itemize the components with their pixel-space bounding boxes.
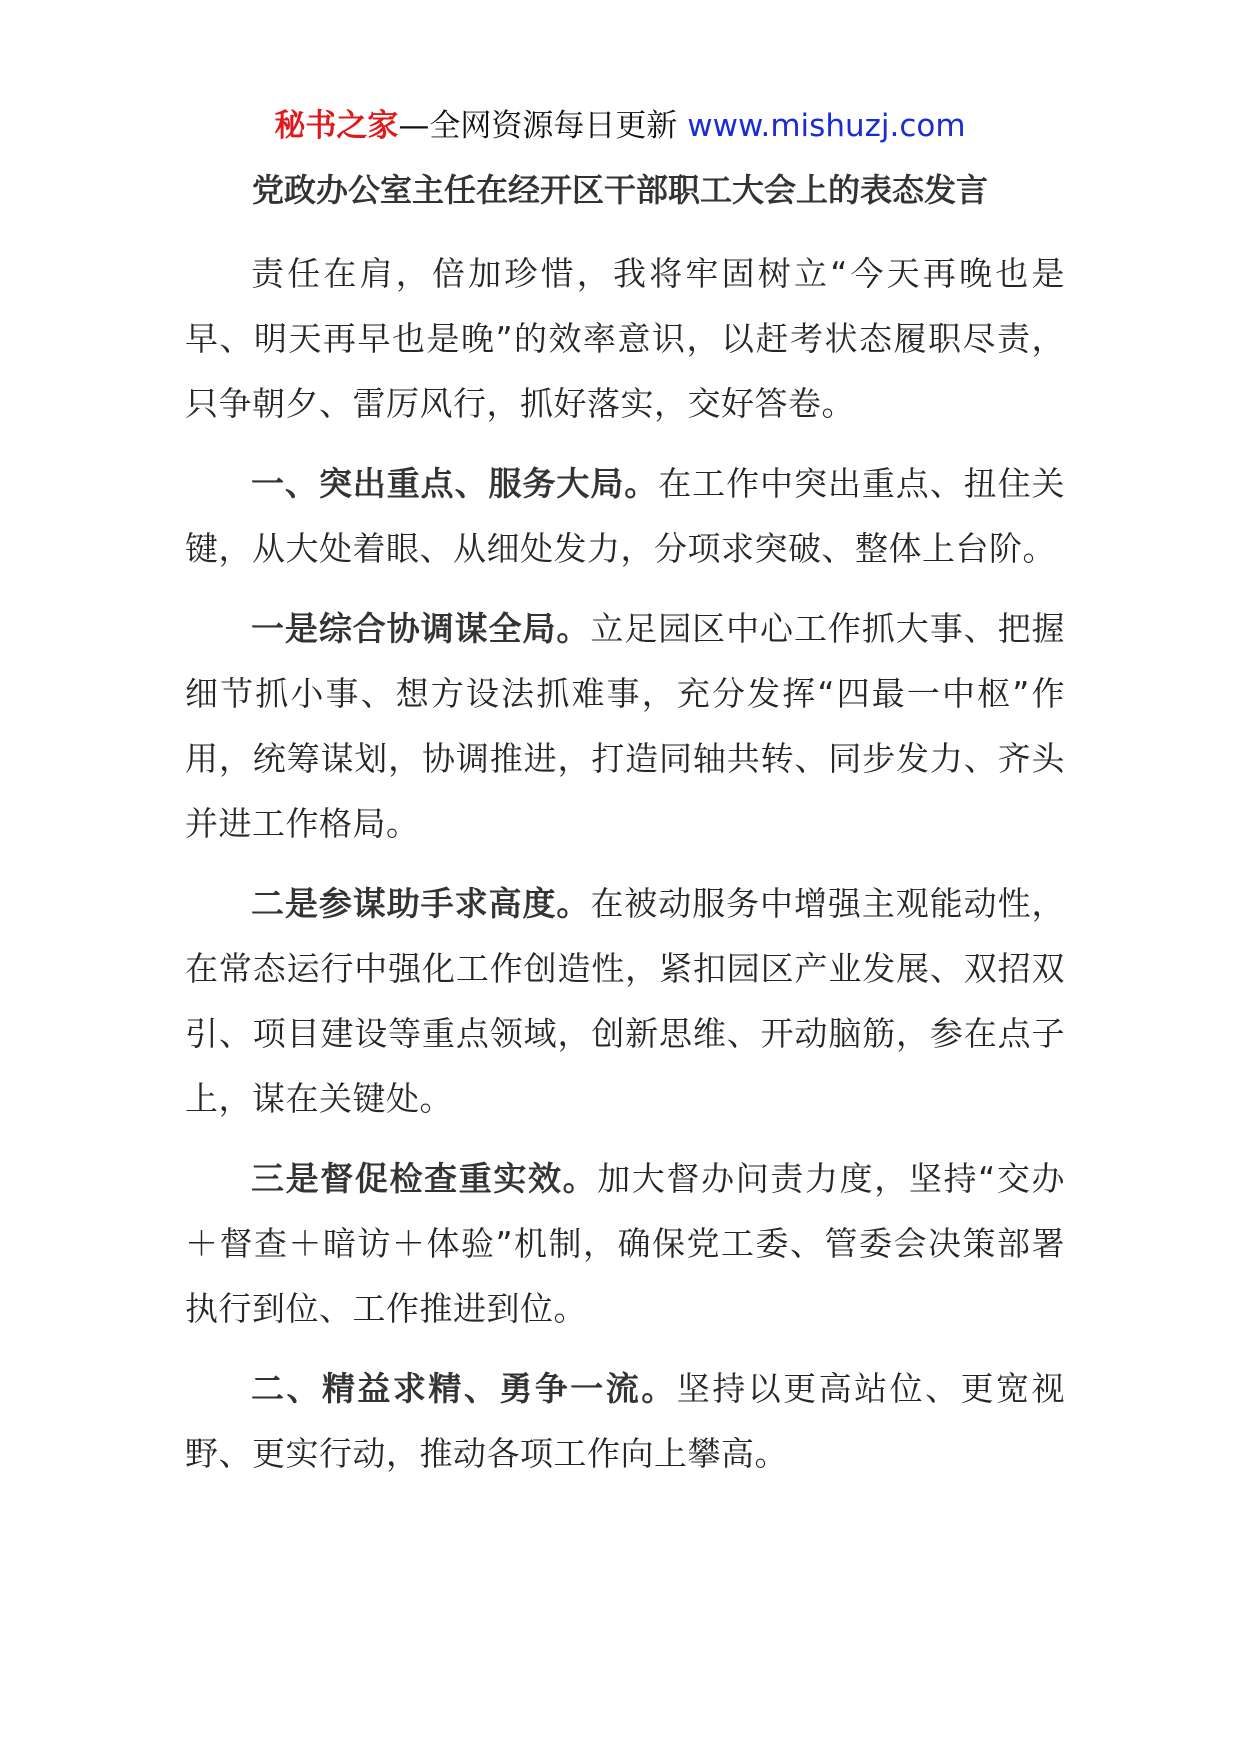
paragraph-lead: 一是综合协调谋全局。 xyxy=(251,609,591,648)
paragraph-text: 在被动服务中增强主观能动性，在常态运行中强化工作创造性，紧扣园区产业发展、双招双引、项目建设等重点领域，创新思维、开动脑筋，参在点子上，谋在关键处。 xyxy=(185,884,1066,1118)
paragraph xyxy=(185,241,1065,436)
paragraph-text: 责任在肩，倍加珍惜，我将牢固树立“今天再晚也是早、明天再早也是晚”的效率意识，以赶考状态履职尽责，只争朝夕、雷厉风行，抓好落实，交好答卷。 xyxy=(185,254,1065,423)
paragraph xyxy=(185,1356,1065,1486)
paragraph-text: 立足园区中心工作抓大事、把握细节抓小事、想方设法抓难事，充分发挥“四最一中枢”作用，统筹谋划，协调推进，打造同轴共转、同步发力、齐头并进工作格局。 xyxy=(185,609,1066,843)
site-header xyxy=(0,104,1240,148)
paragraph-text: 加大督办问责力度，坚持“交办＋督查＋暗访＋体验”机制，确保党工委、管委会决策部署执行到位、工作推进到位。 xyxy=(185,1159,1065,1328)
paragraph xyxy=(185,1146,1065,1341)
paragraph-lead: 二是参谋助手求高度。 xyxy=(251,884,591,923)
paragraph-text: 在工作中突出重点、扭住关键，从大处着眼、从细处发力，分项求突破、整体上台阶。 xyxy=(185,464,1066,568)
document-body xyxy=(185,241,1065,1501)
paragraph xyxy=(185,871,1065,1131)
brand-name: 秘书之家 xyxy=(274,108,399,144)
paragraph xyxy=(185,596,1065,856)
paragraph-text: 坚持以更高站位、更宽视野、更实行动，推动各项工作向上攀高。 xyxy=(185,1369,1066,1473)
paragraph-lead: 二、精益求精、勇争一流。 xyxy=(251,1369,677,1408)
paragraph-lead: 三是督促检查重实效。 xyxy=(251,1159,598,1198)
paragraph xyxy=(185,451,1065,581)
site-tagline: —全网资源每日更新 xyxy=(398,108,688,144)
paragraph-lead: 一、突出重点、服务大局。 xyxy=(251,464,659,503)
document-title: 党政办公室主任在经开区干部职工大会上的表态发言 xyxy=(251,171,988,209)
site-url-link[interactable]: www.mishuzj.com xyxy=(687,108,966,144)
